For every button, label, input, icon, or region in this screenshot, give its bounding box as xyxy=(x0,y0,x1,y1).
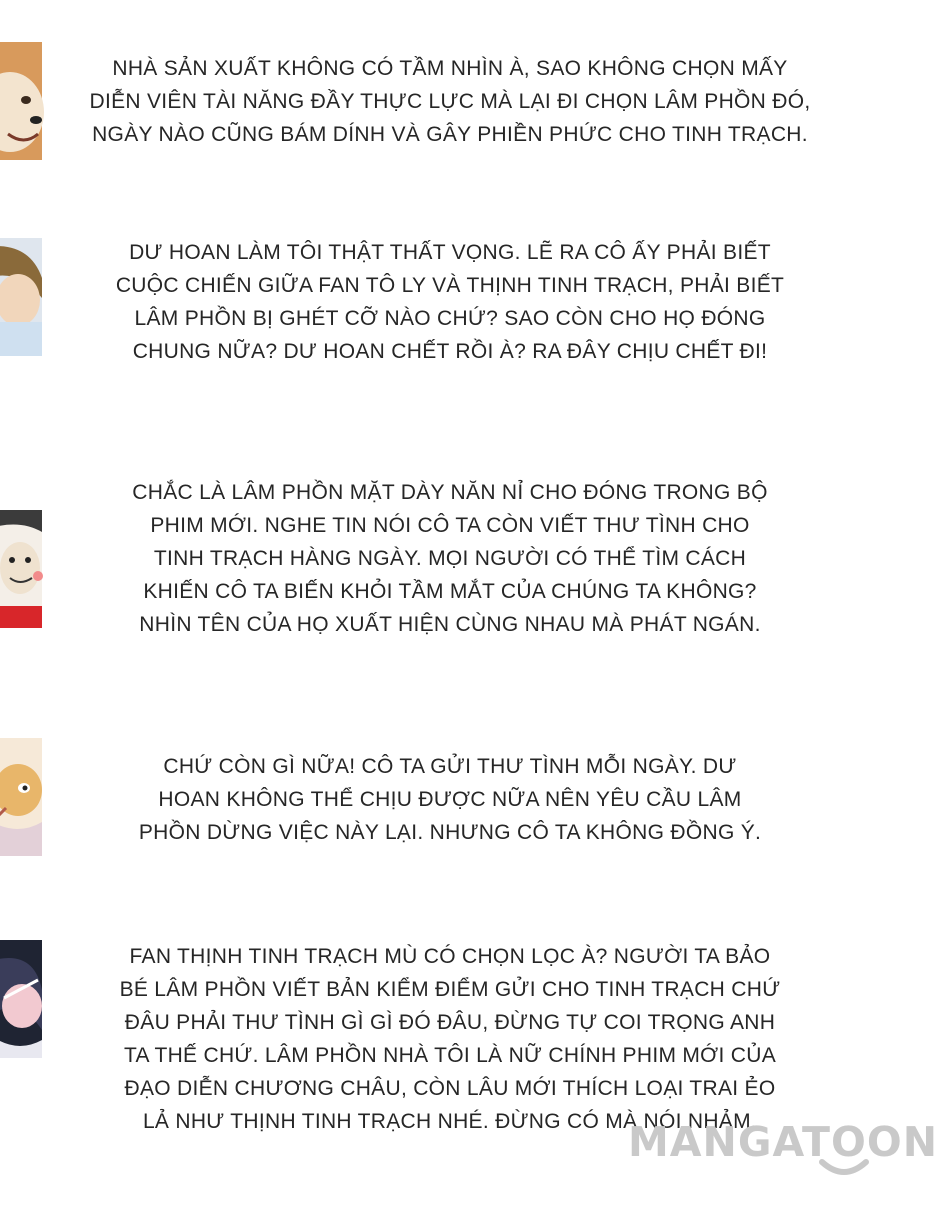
comment-4 xyxy=(60,750,840,849)
comment-line: CUỘC CHIẾN GIỮA FAN TÔ LY VÀ THỊNH TINH TRẠCH, PHẢI BIẾT xyxy=(115,274,785,297)
comment-line: TINH TRẠCH HÀNG NGÀY. MỌI NGƯỜI CÓ THỂ TÌM CÁCH xyxy=(153,547,747,570)
anime-avatar xyxy=(0,940,42,1058)
comment-line: CHỨ CÒN GÌ NỮA! CÔ TA GỬI THƯ TÌNH MỖI NGÀY. DƯ xyxy=(163,755,737,778)
anime-avatar-image xyxy=(0,940,42,1058)
comment-line: DƯ HOAN LÀM TÔI THẬT THẤT VỌNG. LẼ RA CÔ ẤY PHẢI BIẾT xyxy=(129,241,771,264)
comment-line: FAN THỊNH TINH TRẠCH MÙ CÓ CHỌN LỌC À? NGƯỜI TA BẢO xyxy=(129,945,771,968)
comment-line: NGÀY NÀO CŨNG BÁM DÍNH VÀ GÂY PHIỀN PHỨC CHO TINH TRẠCH. xyxy=(92,123,808,146)
meme-face-avatar-image xyxy=(0,510,42,628)
comment-line: NHÌN TÊN CỦA HỌ XUẤT HIỆN CÙNG NHAU MÀ PHÁT NGÁN. xyxy=(139,613,761,636)
person-avatar xyxy=(0,238,42,356)
comment-line: CHẮC LÀ LÂM PHỒN MẶT DÀY NĂN NỈ CHO ĐÓNG TRONG BỘ xyxy=(132,481,768,504)
comment-line: ĐẠO DIỄN CHƯƠNG CHÂU, CÒN LÂU MỚI THÍCH LOẠI TRAI ẺO xyxy=(124,1077,776,1100)
smile-icon xyxy=(818,1158,870,1178)
comment-line: ĐÂU PHẢI THƯ TÌNH GÌ GÌ ĐÓ ĐÂU, ĐỪNG TỰ COI TRỌNG ANH xyxy=(124,1011,776,1034)
comment-line: TA THẾ CHỨ. LÂM PHỒN NHÀ TÔI LÀ NỮ CHÍNH PHIM MỚI CỦA xyxy=(123,1044,776,1067)
comment-line: NHÀ SẢN XUẤT KHÔNG CÓ TẦM NHÌN À, SAO KHÔNG CHỌN MẤY xyxy=(112,57,788,80)
dog-avatar xyxy=(0,42,42,160)
comment-line: BÉ LÂM PHỒN VIẾT BẢN KIỂM ĐIỂM GỬI CHO TINH TRẠCH CHỨ xyxy=(119,978,781,1001)
mangatoon-watermark xyxy=(628,1118,938,1178)
comment-line: DIỄN VIÊN TÀI NĂNG ĐẦY THỰC LỰC MÀ LẠI ĐI CHỌN LÂM PHỒN ĐÓ, xyxy=(89,90,811,113)
comment-line: LẢ NHƯ THỊNH TINH TRẠCH NHÉ. ĐỪNG CÓ MÀ NÓI NHẢM. xyxy=(142,1110,758,1133)
comment-5 xyxy=(60,940,840,1138)
comment-1 xyxy=(60,52,840,151)
comment-line: LÂM PHỒN BỊ GHÉT CỠ NÀO CHỨ? SAO CÒN CHO HỌ ĐÓNG xyxy=(134,307,766,330)
person-avatar-image xyxy=(0,238,42,356)
watermark-text: MANGATOON xyxy=(628,1118,938,1166)
comment-line: PHIM MỚI. NGHE TIN NÓI CÔ TA CÒN VIẾT THƯ TÌNH CHO xyxy=(150,514,750,537)
comment-line: HOAN KHÔNG THỂ CHỊU ĐƯỢC NỮA NÊN YÊU CẦU LÂM xyxy=(158,788,742,811)
comment-line: CHUNG NỮA? DƯ HOAN CHẾT RỒI À? RA ĐÂY CHỊU CHẾT ĐI! xyxy=(132,340,768,363)
comment-line: PHỒN DỪNG VIỆC NÀY LẠI. NHƯNG CÔ TA KHÔNG ĐỒNG Ý. xyxy=(138,821,762,844)
dog-avatar-image xyxy=(0,42,42,160)
comment-2 xyxy=(60,236,840,368)
cartoon-dog-avatar xyxy=(0,738,42,856)
cartoon-dog-avatar-image xyxy=(0,738,42,856)
meme-face-avatar xyxy=(0,510,42,628)
comment-line: KHIẾN CÔ TA BIẾN KHỎI TẦM MẮT CỦA CHÚNG TA KHÔNG? xyxy=(143,580,757,603)
comment-3 xyxy=(60,476,840,641)
